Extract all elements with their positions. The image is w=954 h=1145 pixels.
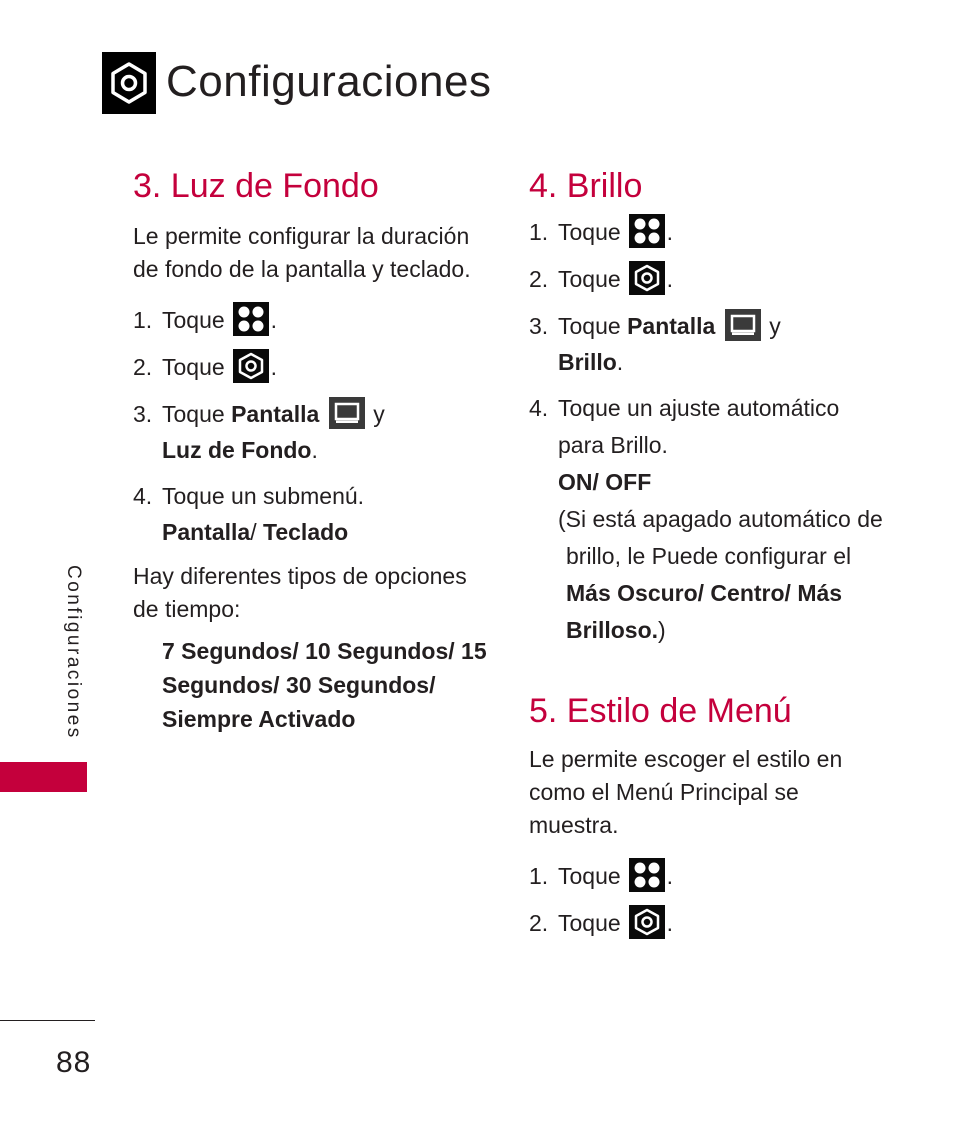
timeout-options: 7 Segundos/ 10 Segundos/ 15 Segundos/ 30 Segundos/ Siempre Activado xyxy=(162,637,487,732)
menu-item-pantalla: Pantalla xyxy=(162,518,251,545)
step-number: 3. xyxy=(529,312,549,339)
step-1 xyxy=(529,858,889,895)
menu-item-pantalla: Pantalla xyxy=(231,400,320,427)
step-text: Toque xyxy=(558,909,621,936)
step-2 xyxy=(133,349,493,386)
menu-item-brillo: Brillo xyxy=(558,348,617,375)
step-2 xyxy=(529,261,889,298)
step-punct: . xyxy=(270,307,278,333)
step-number: 2. xyxy=(133,353,153,380)
page-number: 88 xyxy=(56,1046,92,1079)
step-text: Toque un ajuste automático para Brillo. xyxy=(558,394,840,458)
step-punct: . xyxy=(616,348,624,375)
step-1 xyxy=(529,214,889,251)
step-number: 1. xyxy=(133,307,153,333)
step-number: 3. xyxy=(133,400,153,427)
step-3 xyxy=(133,396,493,468)
step-text: Toque xyxy=(162,353,225,380)
menu-item-luz-de-fondo: Luz de Fondo xyxy=(162,436,312,463)
screen-icon xyxy=(725,309,761,341)
step-text: Toque xyxy=(558,219,621,245)
step-text: Toque xyxy=(558,312,621,339)
separator: / xyxy=(250,518,257,545)
step-2 xyxy=(529,905,889,942)
step-punct: . xyxy=(666,265,674,292)
step-number: 2. xyxy=(529,265,549,292)
section-intro: Le permite configurar la duración de fondo de la pantalla y teclado. xyxy=(133,223,471,282)
step-text: Toque xyxy=(558,862,621,889)
step-number: 4. xyxy=(529,394,549,421)
section-intro: Le permite escoger el estilo en como el Menú Principal se muestra. xyxy=(529,745,843,838)
settings-gear-icon xyxy=(233,349,269,383)
page-title: Configuraciones xyxy=(166,57,492,106)
footer-rule xyxy=(0,1020,95,1021)
note-text: (Si está apagado automático de brillo, le Puede configurar el xyxy=(558,505,883,569)
step-text: Toque xyxy=(162,307,225,333)
step-4 xyxy=(133,478,493,550)
brightness-options: ON/ OFF xyxy=(558,468,652,495)
step-1 xyxy=(133,302,493,339)
step-number: 1. xyxy=(529,862,549,889)
auto-brightness-note xyxy=(558,501,889,649)
step-punct: . xyxy=(666,219,674,245)
side-tab-label: Configuraciones xyxy=(63,565,84,740)
section-luz-de-fondo xyxy=(133,162,493,736)
section-brillo xyxy=(529,162,889,952)
step-number: 4. xyxy=(133,482,153,509)
step-punct: . xyxy=(311,436,318,463)
step-connector: y xyxy=(769,312,781,339)
step-punct: . xyxy=(270,353,278,380)
section-heading: 5. Estilo de Menú xyxy=(529,691,792,730)
note-close: ) xyxy=(658,616,666,643)
step-4 xyxy=(529,390,889,649)
menu-grid-icon xyxy=(629,858,665,892)
screen-icon xyxy=(329,397,365,429)
menu-grid-icon xyxy=(629,214,665,248)
section-heading: 4. Brillo xyxy=(529,167,643,205)
step-text: Toque xyxy=(162,400,225,427)
step-3 xyxy=(529,308,889,380)
step-connector: y xyxy=(373,400,385,427)
step-text: Toque xyxy=(558,265,621,292)
step-punct: . xyxy=(666,862,674,889)
step-number: 2. xyxy=(529,909,549,936)
section-heading: 3. Luz de Fondo xyxy=(133,167,379,205)
brightness-levels: Más Oscuro/ Centro/ Más Brilloso. xyxy=(566,579,843,643)
options-note: Hay diferentes tipos de opciones de tiempo: xyxy=(133,562,467,622)
section-estilo-de-menu xyxy=(529,687,889,942)
side-tab-marker xyxy=(0,762,87,792)
menu-grid-icon xyxy=(233,302,269,336)
settings-gear-icon xyxy=(629,261,665,295)
step-number: 1. xyxy=(529,219,549,245)
menu-item-pantalla: Pantalla xyxy=(627,312,716,339)
step-punct: . xyxy=(666,909,674,936)
step-text: Toque un submenú. xyxy=(162,482,365,509)
settings-gear-icon xyxy=(102,52,156,114)
settings-gear-icon xyxy=(629,905,665,939)
menu-item-teclado: Teclado xyxy=(263,518,349,545)
